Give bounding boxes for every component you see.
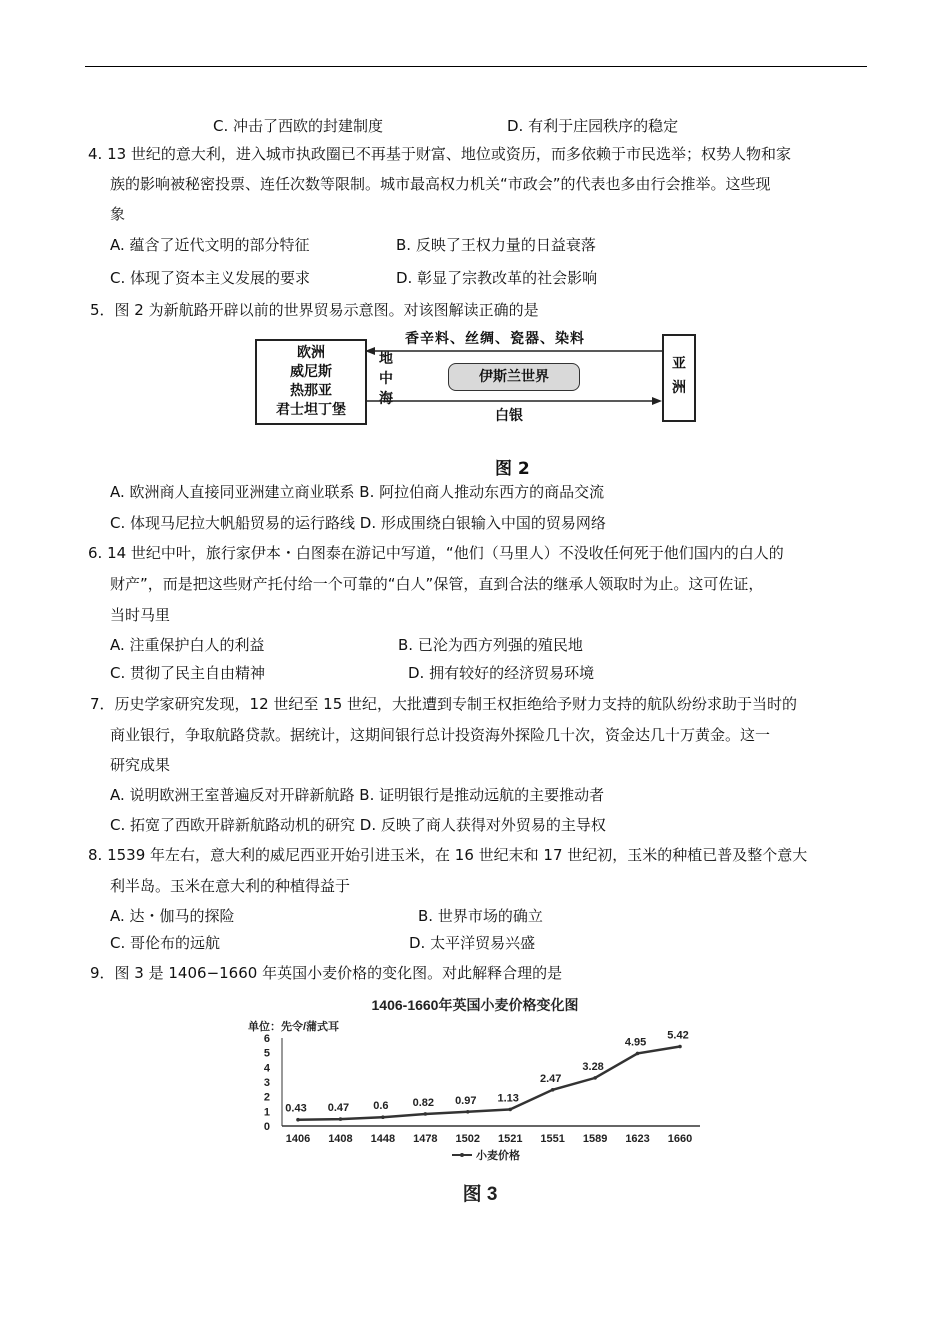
q8-option-b[interactable]: B. 世界市场的确立 — [418, 907, 543, 925]
asia-char-1: 亚 — [672, 356, 686, 372]
data-point — [339, 1117, 343, 1121]
legend-marker — [460, 1153, 464, 1157]
q6-option-d[interactable]: D. 拥有较好的经济贸易环境 — [408, 664, 595, 682]
q4-stem-line-2: 族的影响被秘密投票、连任次数等限制。城市最高权力机关“市政会”的代表也多由行会推举。这些现 — [110, 175, 771, 193]
goods-arrow-head — [365, 347, 375, 355]
genoa-label: 热那亚 — [290, 383, 332, 399]
q7-options-ab[interactable]: A. 说明欧洲王室普遍反对开辟新航路 B. 证明银行是推动远航的主要推动者 — [110, 786, 605, 804]
data-label: 5.42 — [667, 1029, 689, 1042]
data-label: 2.47 — [539, 1072, 562, 1085]
q7-stem-line-2: 商业银行，争取航路贷款。据统计，这期间银行总计投资海外探险几十次，资金达几十万黄金。这一 — [110, 726, 771, 744]
q6-option-b[interactable]: B. 已沦为西方列强的殖民地 — [398, 636, 583, 654]
q5-options-cd[interactable]: C. 体现马尼拉大帆船贸易的运行路线 D. 形成围绕白银输入中国的贸易网络 — [110, 514, 606, 532]
q7-stem-line-1: 7．历史学家研究发现，12 世纪至 15 世纪，大批遭到专制王权拒绝给予财力支持的航队纷纷求助于当时的 — [90, 695, 798, 713]
q4-option-a[interactable]: A. 蕴含了近代文明的部分特征 — [110, 236, 310, 254]
data-label: 0.97 — [455, 1094, 477, 1107]
y-tick-label: 2 — [263, 1091, 270, 1104]
q4-option-c[interactable]: C. 体现了资本主义发展的要求 — [110, 269, 311, 287]
x-tick-label: 1660 — [667, 1133, 693, 1145]
silver-arrow-head — [652, 397, 662, 405]
figure-3-caption: 图 3 — [462, 1184, 498, 1205]
q6-stem-line-2: 财产”，而是把这些财产托付给一个可靠的“白人”保管，直到合法的继承人领取时为止。这可佐证， — [110, 575, 764, 593]
goods-label: 香辛料、丝绸、瓷器、染料 — [405, 331, 585, 347]
sea-char-2: 中 — [379, 371, 393, 387]
data-label: 0.6 — [373, 1100, 389, 1113]
x-tick-label: 1623 — [625, 1133, 650, 1145]
header-rule — [85, 66, 867, 67]
constantinople-label: 君士坦丁堡 — [276, 402, 346, 418]
q8-option-d[interactable]: D. 太平洋贸易兴盛 — [409, 934, 536, 952]
q6-stem-line-1: 6. 14 世纪中叶，旅行家伊本・白图泰在游记中写道，“他们（马里人）不没收任何死于他们国内的白人的 — [88, 544, 784, 562]
data-label: 0.47 — [327, 1102, 350, 1115]
y-tick-label: 1 — [263, 1106, 270, 1119]
data-label: 3.28 — [582, 1060, 604, 1073]
q5-stem: 5．图 2 为新航路开辟以前的世界贸易示意图。对该图解读正确的是 — [90, 301, 539, 319]
x-tick-label: 1448 — [370, 1133, 396, 1145]
data-label: 0.43 — [285, 1102, 307, 1115]
x-tick-label: 1521 — [497, 1133, 523, 1145]
q8-stem-line-1: 8. 1539 年左右，意大利的威尼西亚开始引进玉米，在 16 世纪末和 17 世纪初，玉米的种植已普及整个意大 — [88, 846, 808, 864]
y-tick-label: 5 — [263, 1047, 270, 1060]
data-point — [424, 1112, 428, 1116]
x-tick-label: 1589 — [582, 1133, 608, 1145]
data-label: 4.95 — [624, 1036, 647, 1049]
q6-stem-line-3: 当时马里 — [110, 606, 171, 624]
wheat-price-series-line — [298, 1047, 680, 1120]
y-tick-label: 0 — [263, 1121, 270, 1133]
y-tick-label: 6 — [263, 1033, 270, 1045]
data-point — [636, 1052, 640, 1056]
q6-option-c[interactable]: C. 贯彻了民主自由精神 — [110, 664, 266, 682]
q3-option-c[interactable]: C. 冲击了西欧的封建制度 — [213, 117, 384, 135]
x-tick-label: 1502 — [455, 1133, 481, 1145]
chart-unit-label: 单位：先令/蒲式耳 — [248, 1021, 340, 1033]
sea-char-1: 地 — [379, 351, 393, 367]
data-point — [381, 1115, 385, 1119]
europe-label: 欧洲 — [297, 345, 325, 361]
data-point — [296, 1118, 300, 1122]
data-point — [678, 1045, 682, 1049]
x-tick-label: 1408 — [328, 1133, 353, 1145]
silver-label: 白银 — [495, 408, 523, 424]
data-point — [466, 1110, 470, 1114]
x-tick-label: 1551 — [540, 1133, 565, 1145]
sea-char-3: 海 — [379, 391, 393, 407]
q6-option-a[interactable]: A. 注重保护白人的利益 — [110, 636, 265, 654]
q9-stem: 9．图 3 是 1406−1660 年英国小麦价格的变化图。对此解释合理的是 — [90, 964, 563, 982]
data-point — [593, 1076, 597, 1080]
q5-options-ab[interactable]: A. 欧洲商人直接同亚洲建立商业联系 B. 阿拉伯商人推动东西方的商品交流 — [110, 483, 605, 501]
y-tick-label: 3 — [263, 1077, 270, 1089]
legend-label: 小麦价格 — [476, 1150, 520, 1162]
x-tick-label: 1478 — [413, 1133, 438, 1145]
q7-options-cd[interactable]: C. 拓宽了西欧开辟新航路动机的研究 D. 反映了商人获得对外贸易的主导权 — [110, 816, 606, 834]
q4-stem-line-3: 象 — [110, 205, 126, 223]
figure-2-trade-diagram — [255, 325, 695, 479]
q8-option-a[interactable]: A. 达・伽马的探险 — [110, 907, 235, 925]
data-label: 0.82 — [412, 1096, 435, 1109]
chart-title: 1406-1660年英国小麦价格变化图 — [371, 997, 579, 1013]
x-tick-label: 1406 — [285, 1133, 311, 1145]
y-tick-label: 4 — [263, 1062, 270, 1075]
q4-option-d[interactable]: D. 彰显了宗教改革的社会影响 — [396, 269, 598, 287]
q8-stem-line-2: 利半岛。玉米在意大利的种植得益于 — [110, 877, 351, 895]
islamic-world-label: 伊斯兰世界 — [448, 363, 580, 391]
figure-3-wheat-price-chart — [240, 990, 720, 1205]
q4-stem-line-1: 4. 13 世纪的意大利，进入城市执政圈已不再基于财富、地位或资历，而多依赖于市民选举；权势人物和家 — [88, 145, 791, 163]
data-label: 1.13 — [497, 1092, 519, 1105]
q7-stem-line-3: 研究成果 — [110, 756, 171, 774]
venice-label: 威尼斯 — [290, 364, 332, 380]
q4-option-b[interactable]: B. 反映了王权力量的日益衰落 — [396, 236, 596, 254]
data-point — [508, 1108, 512, 1112]
asia-char-2: 洲 — [672, 380, 686, 396]
figure-2-caption: 图 2 — [495, 459, 530, 479]
data-point — [551, 1088, 555, 1092]
q8-option-c[interactable]: C. 哥伦布的远航 — [110, 934, 221, 952]
q3-option-d[interactable]: D. 有利于庄园秩序的稳定 — [507, 117, 679, 135]
